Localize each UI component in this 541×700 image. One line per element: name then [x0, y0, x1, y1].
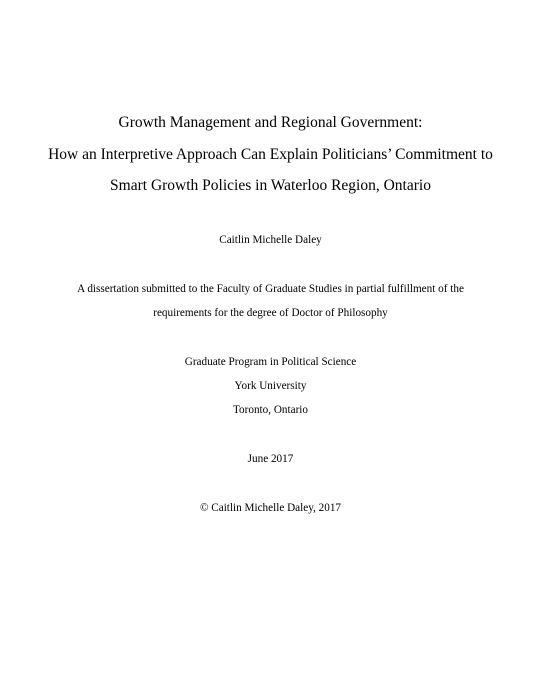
statement-line-2: requirements for the degree of Doctor of Philosophy [153, 307, 388, 319]
location: Toronto, Ontario [232, 404, 309, 416]
copyright-notice: © Caitlin Michelle Daley, 2017 [199, 502, 342, 514]
author-name: Caitlin Michelle Daley [219, 234, 322, 246]
title-line-1: Growth Management and Regional Government: [118, 114, 423, 131]
university-name: York University [234, 380, 307, 392]
submission-date: June 2017 [247, 453, 294, 465]
title-line-3: Smart Growth Policies in Waterloo Region, Ontario [110, 177, 431, 194]
title-line-2: How an Interpretive Approach Can Explain Politicians’ Commitment to [48, 146, 493, 163]
program-name: Graduate Program in Political Science [184, 356, 357, 368]
statement-line-1: A dissertation submitted to the Faculty of Graduate Studies in partial fulfillment of the [77, 283, 464, 295]
